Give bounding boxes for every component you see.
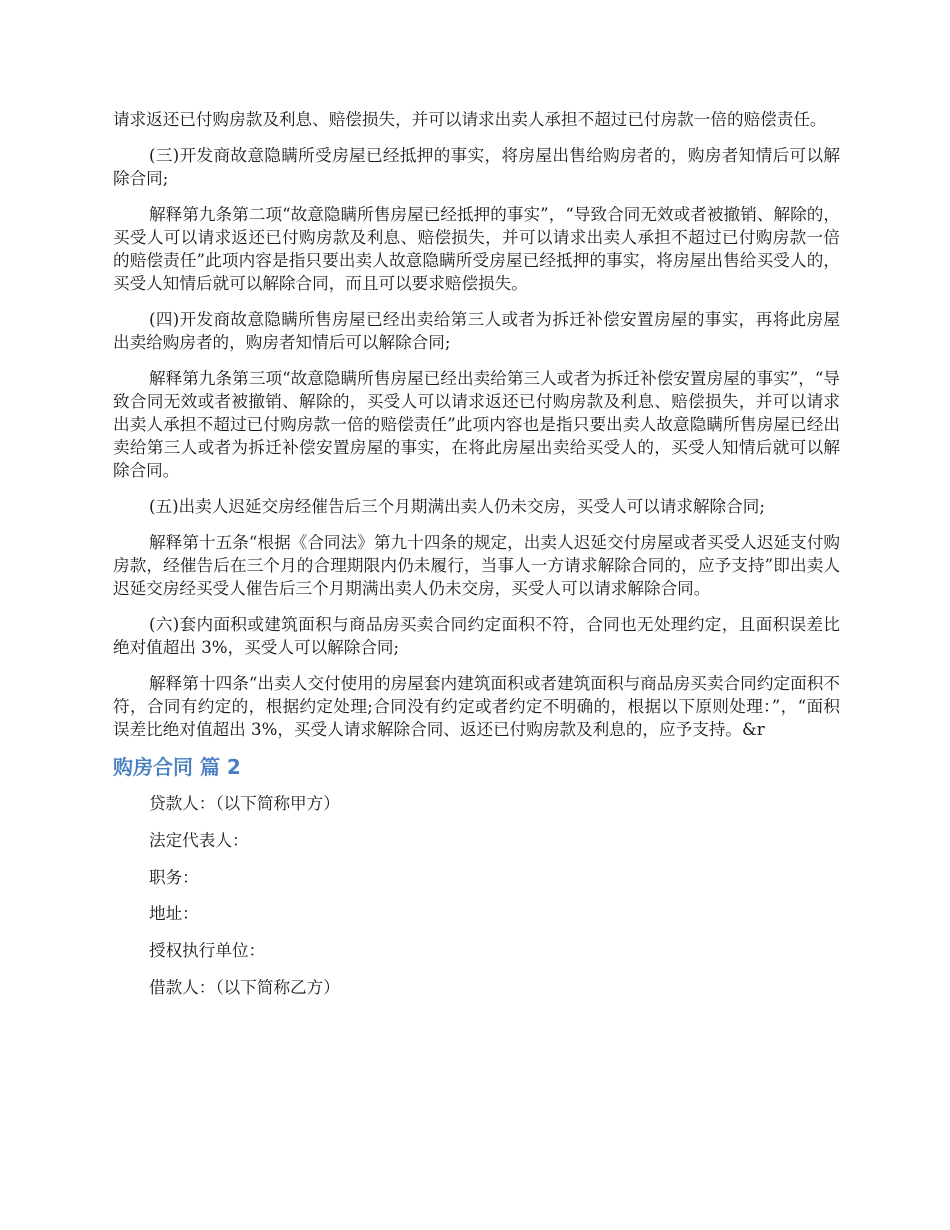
section-heading: 购房合同 篇 2 (113, 755, 241, 779)
clause-five-explanation: 解释第十五条“根据《合同法》第九十四条的规定，出卖人迟延交付房屋或者买受人迟延支付购房款，经催告后在三个月的合理期限内仍未履行，当事人一方请求解除合同的，应予支持”即出卖人迟延交房经买受人催告后三个月期满出卖人仍未交房，买受人可以请求解除合同。 (113, 533, 840, 598)
clause-five: (五)出卖人迟延交房经催告后三个月期满出卖人仍未交房，买受人可以请求解除合同; (149, 497, 765, 516)
borrower-field: 借款人：（以下简称乙方） (149, 977, 340, 997)
address-field: 地址： (149, 904, 199, 924)
lender-field: 贷款人：（以下简称甲方） (149, 794, 340, 813)
document-page (113, 108, 840, 1013)
clause-six-explanation: 解释第十四条“出卖人交付使用的房屋套内建筑面积或者建筑面积与商品房买卖合同约定面积不符，合同有约定的，根据约定处理;合同没有约定或者约定不明确的，根据以下原则处理：”，“面积误差比绝对值超出 3%，买受人请求解除合同、返还已付购房款及利息的，应予支持。&r (113, 674, 840, 739)
position-field: 职务： (149, 867, 199, 887)
clause-four-explanation: 解释第九条第三项“故意隐瞒所售房屋已经出卖给第三人或者为拆迁补偿安置房屋的事实”，“导致合同无效或者被撤销、解除的，买受人可以请求返还已付购房款及利息、赔偿损失，并可以请求出卖人承担不超过已付购房款一倍的赔偿责任”此项内容也是指只要出卖人故意隐瞒所售房屋已经出卖给第三人或者为拆迁补偿安置房屋的事实，在将此房屋出卖给买受人的，买受人知情后就可以解除合同。 (113, 369, 840, 480)
continued-paragraph: 请求返还已付购房款及利息、赔偿损失，并可以请求出卖人承担不超过已付房款一倍的赔偿责任。 (113, 110, 827, 129)
authorized-unit-field: 授权执行单位： (149, 941, 266, 961)
clause-three: (三)开发商故意隐瞒所受房屋已经抵押的事实，将房屋出售给购房者的，购房者知情后可以解除合同; (113, 146, 840, 188)
clause-four: (四)开发商故意隐瞒所售房屋已经出卖给第三人或者为拆迁补偿安置房屋的事实，再将此房屋出卖给购房者的，购房者知情后可以解除合同; (113, 310, 840, 352)
clause-six: (六)套内面积或建筑面积与商品房买卖合同约定面积不符，合同也无处理约定，且面积误差比绝对值超出 3%，买受人可以解除合同; (113, 615, 840, 657)
clause-three-explanation: 解释第九条第二项“故意隐瞒所售房屋已经抵押的事实”，“导致合同无效或者被撤销、解除的，买受人可以请求返还已付购房款及利息、赔偿损失，并可以请求出卖人承担不超过已付购房款一倍的赔偿责任”此项内容是指只要出卖人故意隐瞒所受房屋已经抵押的事实，将房屋出售给买受人的，买受人知情后就可以解除合同，而且可以要求赔偿损失。 (113, 205, 840, 293)
legal-representative-field: 法定代表人： (149, 830, 249, 850)
